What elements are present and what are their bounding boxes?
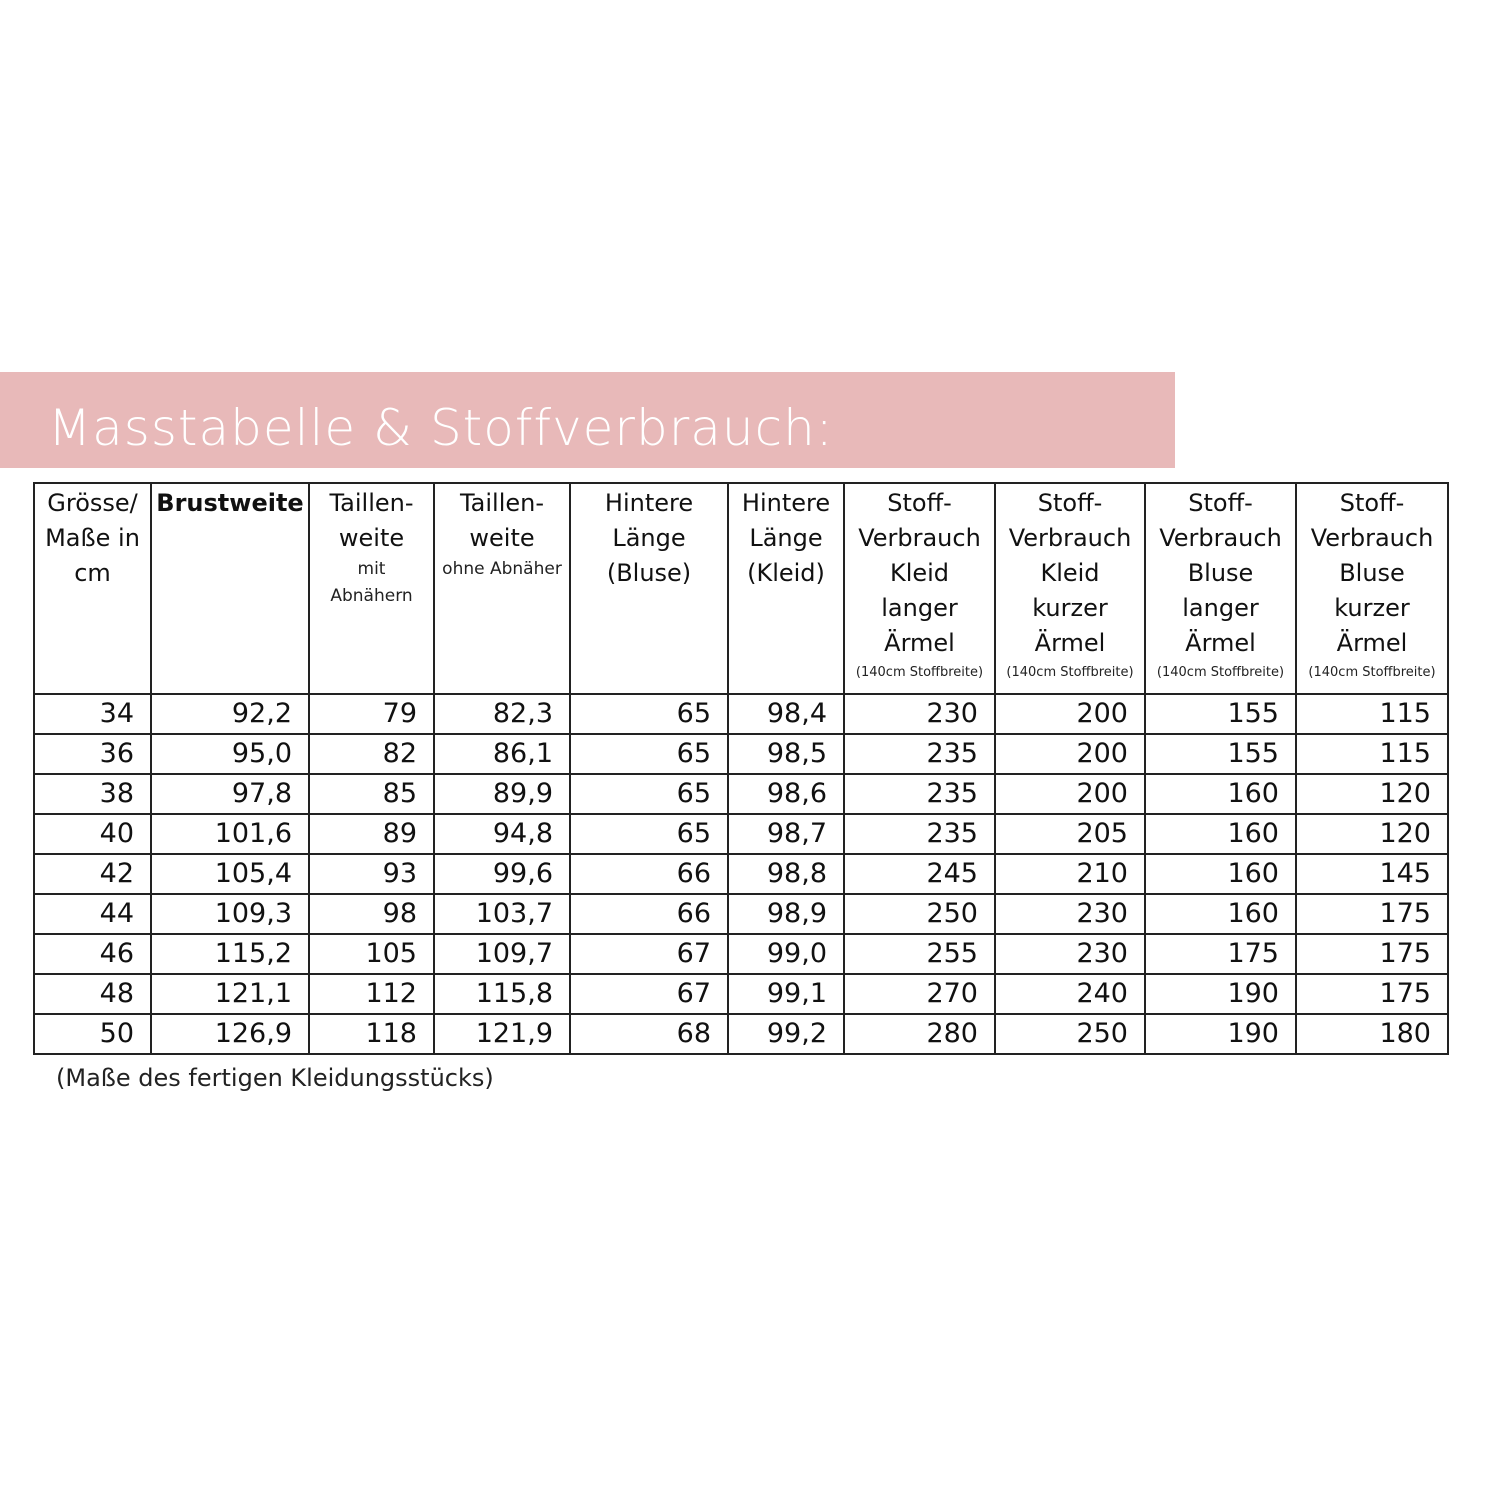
table-cell: 121,1 <box>151 974 309 1014</box>
table-cell: 105 <box>309 934 434 974</box>
table-cell: 270 <box>844 974 995 1014</box>
table-cell: 120 <box>1296 774 1448 814</box>
table-cell: 82 <box>309 734 434 774</box>
table-cell: 230 <box>844 694 995 734</box>
header-sub: ohne Abnäher <box>442 559 562 579</box>
table-cell: 44 <box>34 894 151 934</box>
table-cell: 92,2 <box>151 694 309 734</box>
table-cell: 86,1 <box>434 734 570 774</box>
header-note: (140cm Stoffbreite) <box>1156 665 1285 680</box>
table-cell: 48 <box>34 974 151 1014</box>
table-cell: 42 <box>34 854 151 894</box>
table-cell: 98,8 <box>728 854 844 894</box>
table-row <box>34 774 1448 814</box>
table-cell: 79 <box>309 694 434 734</box>
table-cell: 255 <box>844 934 995 974</box>
table-cell: 103,7 <box>434 894 570 934</box>
size-table <box>33 482 1449 1055</box>
table-cell: 180 <box>1296 1014 1448 1054</box>
table-cell: 98,5 <box>728 734 844 774</box>
table-cell: 89,9 <box>434 774 570 814</box>
table-cell: 98,4 <box>728 694 844 734</box>
table-cell: 115 <box>1296 734 1448 774</box>
table-cell: 205 <box>995 814 1145 854</box>
table-cell: 99,6 <box>434 854 570 894</box>
header-stoff-bluse-kurz <box>1296 483 1448 694</box>
table-cell: 190 <box>1145 974 1296 1014</box>
table-cell: 105,4 <box>151 854 309 894</box>
table-cell: 109,3 <box>151 894 309 934</box>
table-cell: 175 <box>1145 934 1296 974</box>
table-row <box>34 854 1448 894</box>
table-cell: 50 <box>34 1014 151 1054</box>
table-cell: 95,0 <box>151 734 309 774</box>
table-cell: 38 <box>34 774 151 814</box>
table-cell: 98,7 <box>728 814 844 854</box>
header-taillenweite-ohne <box>434 483 570 694</box>
header-size <box>34 483 151 694</box>
header-hintere-laenge-kleid <box>728 483 844 694</box>
table-cell: 250 <box>995 1014 1145 1054</box>
table-cell: 235 <box>844 774 995 814</box>
table-cell: 98,9 <box>728 894 844 934</box>
page-title: Masstabelle & Stoffverbrauch: <box>48 399 834 457</box>
table-cell: 160 <box>1145 854 1296 894</box>
table-cell: 230 <box>995 894 1145 934</box>
table-cell: 89 <box>309 814 434 854</box>
table-cell: 200 <box>995 774 1145 814</box>
header-main: Stoff- Verbrauch Bluse kurzer Ärmel <box>1310 489 1434 657</box>
table-row <box>34 974 1448 1014</box>
table-cell: 175 <box>1296 974 1448 1014</box>
header-stoff-kleid-lang <box>844 483 995 694</box>
table-cell: 68 <box>570 1014 728 1054</box>
header-main: Hintere Länge (Kleid) <box>741 489 831 587</box>
table-body <box>34 694 1448 1054</box>
table-cell: 245 <box>844 854 995 894</box>
table-row <box>34 734 1448 774</box>
header-main: Taillen- weite <box>459 489 545 552</box>
table-cell: 115 <box>1296 694 1448 734</box>
table-cell: 240 <box>995 974 1145 1014</box>
table-cell: 98,6 <box>728 774 844 814</box>
table-cell: 155 <box>1145 694 1296 734</box>
table-cell: 280 <box>844 1014 995 1054</box>
table-cell: 200 <box>995 694 1145 734</box>
table-cell: 121,9 <box>434 1014 570 1054</box>
header-main: Grösse/ Maße in cm <box>45 489 140 587</box>
header-main: Stoff- Verbrauch Kleid langer Ärmel <box>858 489 981 657</box>
table-cell: 115,8 <box>434 974 570 1014</box>
table-cell: 97,8 <box>151 774 309 814</box>
table-cell: 200 <box>995 734 1145 774</box>
header-stoff-kleid-kurz <box>995 483 1145 694</box>
footnote: (Maße des fertigen Kleidungsstücks) <box>56 1064 494 1092</box>
table-cell: 155 <box>1145 734 1296 774</box>
table-cell: 120 <box>1296 814 1448 854</box>
header-stoff-bluse-lang <box>1145 483 1296 694</box>
header-main: Brustweite <box>156 489 304 517</box>
table-cell: 36 <box>34 734 151 774</box>
table-cell: 210 <box>995 854 1145 894</box>
header-main: Stoff- Verbrauch Kleid kurzer Ärmel <box>1008 489 1132 657</box>
header-note: (140cm Stoffbreite) <box>855 665 984 680</box>
table-cell: 160 <box>1145 814 1296 854</box>
table-cell: 112 <box>309 974 434 1014</box>
table-cell: 66 <box>570 854 728 894</box>
table-cell: 34 <box>34 694 151 734</box>
table-cell: 235 <box>844 814 995 854</box>
header-main: Hintere Länge (Bluse) <box>604 489 694 587</box>
table-cell: 82,3 <box>434 694 570 734</box>
table-cell: 99,2 <box>728 1014 844 1054</box>
header-note: (140cm Stoffbreite) <box>1006 665 1134 680</box>
header-brustweite <box>151 483 309 694</box>
table-cell: 65 <box>570 814 728 854</box>
table-cell: 160 <box>1145 774 1296 814</box>
table-cell: 190 <box>1145 1014 1296 1054</box>
header-sub: mit Abnähern <box>330 559 413 606</box>
table-row <box>34 814 1448 854</box>
table-cell: 98 <box>309 894 434 934</box>
table-cell: 250 <box>844 894 995 934</box>
table-cell: 175 <box>1296 894 1448 934</box>
table-cell: 94,8 <box>434 814 570 854</box>
table-cell: 109,7 <box>434 934 570 974</box>
header-row <box>34 483 1448 694</box>
table-cell: 115,2 <box>151 934 309 974</box>
header-hintere-laenge-bluse <box>570 483 728 694</box>
table-cell: 99,0 <box>728 934 844 974</box>
table-cell: 160 <box>1145 894 1296 934</box>
table-row <box>34 934 1448 974</box>
header-main: Taillen- weite <box>329 489 414 552</box>
table-cell: 175 <box>1296 934 1448 974</box>
table-cell: 40 <box>34 814 151 854</box>
table-cell: 65 <box>570 774 728 814</box>
header-main: Stoff- Verbrauch Bluse langer Ärmel <box>1159 489 1282 657</box>
table-cell: 85 <box>309 774 434 814</box>
table-cell: 93 <box>309 854 434 894</box>
table-row <box>34 1014 1448 1054</box>
table-cell: 67 <box>570 974 728 1014</box>
table-cell: 118 <box>309 1014 434 1054</box>
table-row <box>34 694 1448 734</box>
table-cell: 235 <box>844 734 995 774</box>
table-cell: 145 <box>1296 854 1448 894</box>
table-row <box>34 894 1448 934</box>
table-cell: 66 <box>570 894 728 934</box>
table-cell: 101,6 <box>151 814 309 854</box>
table-cell: 65 <box>570 734 728 774</box>
header-taillenweite-mit <box>309 483 434 694</box>
table-cell: 65 <box>570 694 728 734</box>
table-cell: 126,9 <box>151 1014 309 1054</box>
table-cell: 67 <box>570 934 728 974</box>
table-cell: 99,1 <box>728 974 844 1014</box>
table-cell: 230 <box>995 934 1145 974</box>
header-note: (140cm Stoffbreite) <box>1308 665 1436 680</box>
table-cell: 46 <box>34 934 151 974</box>
